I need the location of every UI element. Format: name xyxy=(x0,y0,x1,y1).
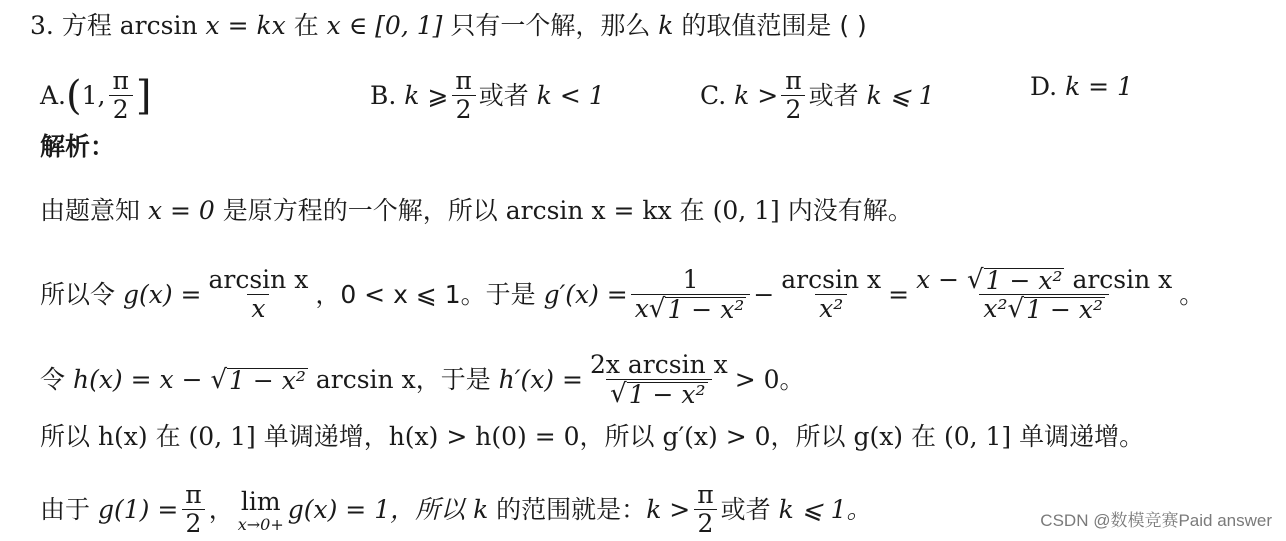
option-c-tail: k ⩽ 1 xyxy=(866,80,935,110)
question-text-1: 方程 xyxy=(61,11,112,40)
step2-g-lhs: g(x) = xyxy=(122,279,202,309)
step5-math-2: g(x) = 1，所以 xyxy=(287,494,466,524)
step5-math-3: k xyxy=(473,494,489,524)
option-d-label: D. xyxy=(1030,72,1058,101)
option-a-fraction: $\frac{\pi}{2}$ xyxy=(108,68,132,123)
step3-h-def: h(x) = x − xyxy=(72,364,203,394)
question-math-domain: x ∈ [0, 1] xyxy=(326,11,443,40)
step2-frac-2: 1 x √ 1 − x² xyxy=(631,267,751,322)
step2-frac-3: $\frac{\text{arcsin x}}{\text{x²}}$ xyxy=(781,265,882,323)
option-b-fraction: $\frac{\pi}{2}$ xyxy=(451,68,475,123)
step2-condition: ，0 < x ⩽ 1。于是 xyxy=(315,279,536,309)
option-d-math: k = 1 xyxy=(1065,72,1133,101)
option-a-label: A. xyxy=(40,80,67,110)
option-b: B. k ⩾ $\frac{\pi}{2}$ 或者 k < 1 xyxy=(370,66,605,124)
option-d xyxy=(1030,72,1133,102)
option-a: A. ( 1, $\frac{\pi}{2}$ ] xyxy=(40,66,152,124)
option-b-tail: k < 1 xyxy=(536,80,605,110)
step2-frac-1: $\frac{\text{arcsin x}}{x}$ xyxy=(208,265,309,323)
step3-frac: 2x arcsin x √ 1 − x² xyxy=(589,350,728,409)
question-number: 3. xyxy=(30,11,54,40)
step5-text-4: 或者 xyxy=(720,494,771,524)
step3-line xyxy=(40,352,805,407)
question-line xyxy=(30,11,867,41)
step5-frac-2: $\frac{\pi}{2}$ xyxy=(693,482,717,537)
step2-text-1: 所以令 xyxy=(40,279,116,309)
step5-math-5: k ⩽ 1。 xyxy=(778,494,872,524)
question-text-4: 的取值范围是 ( ) xyxy=(681,11,867,40)
question-math-eq: x = kx xyxy=(205,11,286,40)
step3-sqrt: √ 1 − x² xyxy=(210,364,306,395)
step1-math-3: (0, 1] xyxy=(712,196,780,225)
step5-math-1: g(1) = xyxy=(97,494,179,524)
step1-text-4: 内没有解。 xyxy=(787,196,913,225)
step1-text-3: 在 xyxy=(679,196,705,225)
step1-text-1: 由题意知 xyxy=(40,196,141,225)
step5-math-4: k > xyxy=(646,494,691,524)
step3-h-tail: arcsin x，于是 xyxy=(315,364,491,394)
step1-text-2: 是原方程的一个解，所以 xyxy=(222,196,498,225)
option-b-text: 或者 xyxy=(478,80,529,110)
option-c-text: 或者 xyxy=(808,80,859,110)
step5-text-1: 由于 xyxy=(40,494,91,524)
step2-gprime: g′(x) = xyxy=(543,279,628,309)
step1-math-2: arcsin x = kx xyxy=(505,196,672,225)
question-text-2: 在 xyxy=(293,11,319,40)
option-c: C. k > $\frac{\pi}{2}$ 或者 k ⩽ 1 xyxy=(700,66,935,124)
step2-line: 所以令 g(x) = $\frac{\text{arcsin x}}{x}$ ，0 < x ⩽ 1。于是 g′(x) = 1 x √ 1 − x² − $\frac{\text{arcsin x}}{\text{x²}}$ = x − √ 1 − x² arcsin x x² √ 1 − x² 。 xyxy=(40,265,1205,324)
step1-math-1: x = 0 xyxy=(147,196,215,225)
option-c-fraction: $\frac{\pi}{2}$ xyxy=(781,68,805,123)
question-math-arcsin: arcsin xyxy=(119,11,198,40)
step3-tail: > 0。 xyxy=(734,364,805,394)
question-math-k: k xyxy=(658,11,674,40)
question-text-3: 只有一个解，那么 xyxy=(450,11,651,40)
step2-frac-4: x − √ 1 − x² arcsin x x² √ 1 − x² xyxy=(916,265,1173,324)
step1-line xyxy=(40,196,913,226)
option-b-label: B. xyxy=(370,80,397,110)
step4-line: 所以 h(x) 在 (0, 1] 单调递增，h(x) > h(0) = 0，所以 g′(x) > 0，所以 g(x) 在 (0, 1] 单调递增。 xyxy=(40,422,1145,451)
step5-text-3: 的范围就是： xyxy=(496,494,647,524)
step5-line: 由于 g(1) = $\frac{\pi}{2}$ ， lim x→0+ g(x) = 1，所以 k 的范围就是： k > $\frac{\pi}{2}$ 或者 k ⩽ 1。 xyxy=(40,480,872,538)
step5-limit: lim x→0+ xyxy=(237,486,284,534)
analysis-heading: 解析： xyxy=(40,132,116,161)
step3-hprime: h′(x) = xyxy=(498,364,583,394)
step3-text-1: 令 xyxy=(40,364,66,394)
option-c-label: C. xyxy=(700,80,727,110)
watermark: CSDN @数模竞赛Paid answer xyxy=(1040,511,1272,530)
step2-end: 。 xyxy=(1179,279,1205,309)
step5-frac-1: $\frac{\pi}{2}$ xyxy=(181,482,205,537)
